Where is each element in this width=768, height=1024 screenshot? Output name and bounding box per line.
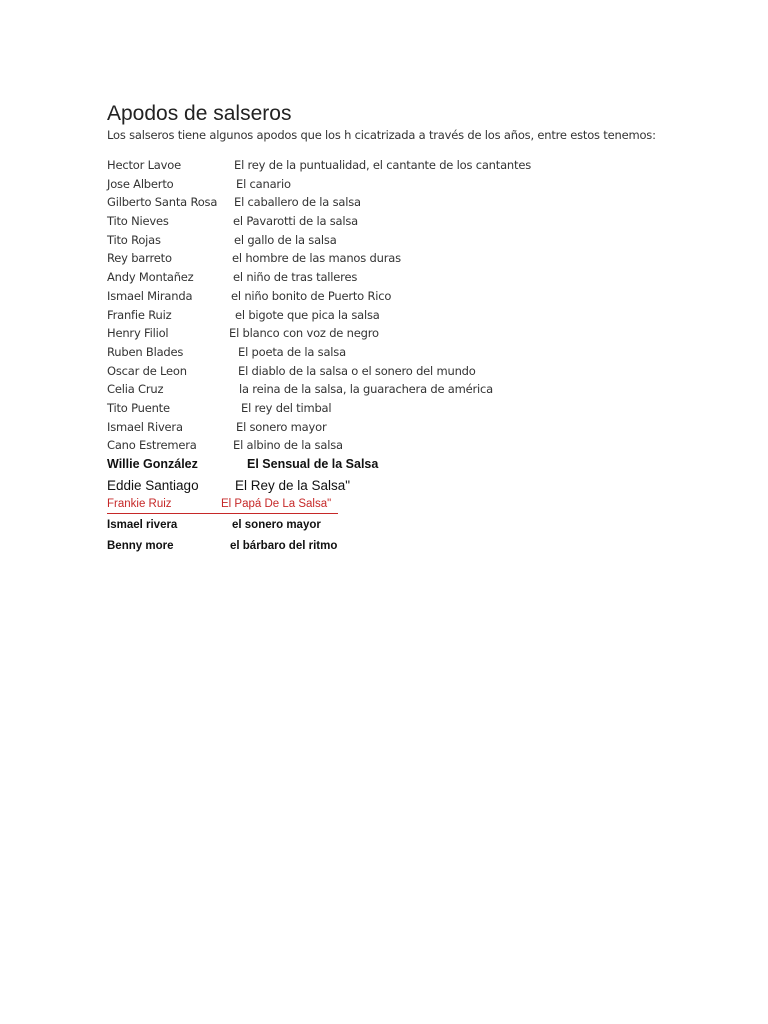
salsero-nickname: el sonero mayor (232, 518, 321, 531)
salsero-nickname: El blanco con voz de negro (229, 326, 379, 341)
salsero-nickname: El caballero de la salsa (234, 195, 361, 210)
underline-rule (107, 513, 338, 514)
salsero-name: Jose Alberto (107, 176, 174, 191)
nickname-list (107, 158, 727, 561)
salsero-nickname: El sonero mayor (236, 419, 327, 434)
salsero-nickname: El Papá De La Salsa" (221, 497, 332, 510)
salsero-name: Henry Filiol (107, 326, 169, 341)
list-item (107, 177, 727, 196)
salsero-nickname: El Sensual de la Salsa (247, 457, 379, 471)
list-item (107, 270, 727, 289)
salsero-nickname: el niño bonito de Puerto Rico (231, 288, 392, 303)
list-item (107, 308, 727, 327)
list-item (107, 289, 727, 308)
salsero-name: Celia Cruz (107, 382, 164, 397)
list-item (107, 382, 727, 401)
list-item (107, 498, 727, 519)
salsero-name: Ismael rivera (107, 518, 178, 531)
salsero-name: Tito Rojas (107, 232, 161, 247)
list-item (107, 478, 727, 498)
salsero-nickname: El diablo de la salsa o el sonero del mundo (238, 363, 476, 378)
salsero-name: Ismael Miranda (107, 288, 193, 303)
salsero-nickname: el bárbaro del ritmo (230, 539, 338, 552)
salsero-name: Benny more (107, 539, 174, 552)
salsero-name: Tito Nieves (107, 214, 169, 229)
list-item (107, 214, 727, 233)
salsero-nickname: el niño de tras talleres (233, 270, 358, 285)
intro-paragraph: Los salseros tiene algunos apodos que los h cicatrizada a través de los años, entre estos tenemos: (107, 128, 656, 142)
salsero-nickname: el gallo de la salsa (234, 232, 337, 247)
salsero-name: Frankie Ruiz (107, 497, 172, 510)
list-item (107, 540, 727, 561)
salsero-name: Tito Puente (107, 400, 170, 415)
salsero-nickname: el Pavarotti de la salsa (233, 214, 359, 229)
salsero-name: Eddie Santiago (107, 477, 199, 493)
list-item (107, 233, 727, 252)
salsero-nickname: la reina de la salsa, la guarachera de américa (239, 382, 494, 397)
list-item (107, 345, 727, 364)
salsero-nickname: El albino de la salsa (233, 438, 343, 453)
salsero-nickname: el bigote que pica la salsa (235, 307, 380, 322)
salsero-name: Rey barreto (107, 251, 172, 266)
salsero-nickname: el hombre de las manos duras (232, 251, 401, 266)
list-item (107, 401, 727, 420)
list-item (107, 195, 727, 214)
list-item (107, 158, 727, 177)
list-item (107, 420, 727, 439)
salsero-name: Andy Montañez (107, 270, 194, 285)
document-title: Apodos de salseros (107, 102, 292, 125)
salsero-name: Hector Lavoe (107, 158, 181, 172)
salsero-nickname: El Rey de la Salsa" (235, 477, 351, 493)
salsero-name: Gilberto Santa Rosa (107, 195, 218, 210)
salsero-nickname: El rey del timbal (241, 400, 332, 415)
salsero-name: Ruben Blades (107, 344, 184, 359)
salsero-nickname: El rey de la puntualidad, el cantante de los cantantes (234, 158, 531, 172)
salsero-nickname: El canario (236, 176, 291, 191)
salsero-name: Cano Estremera (107, 438, 197, 453)
salsero-name: Franfie Ruiz (107, 307, 172, 322)
list-item (107, 457, 727, 478)
list-item (107, 326, 727, 345)
list-item (107, 251, 727, 270)
salsero-name: Willie González (107, 457, 198, 471)
salsero-name: Ismael Rivera (107, 419, 183, 434)
salsero-name: Oscar de Leon (107, 363, 187, 378)
salsero-nickname: El poeta de la salsa (238, 344, 346, 359)
list-item (107, 364, 727, 383)
list-item (107, 438, 727, 457)
list-item (107, 519, 727, 540)
